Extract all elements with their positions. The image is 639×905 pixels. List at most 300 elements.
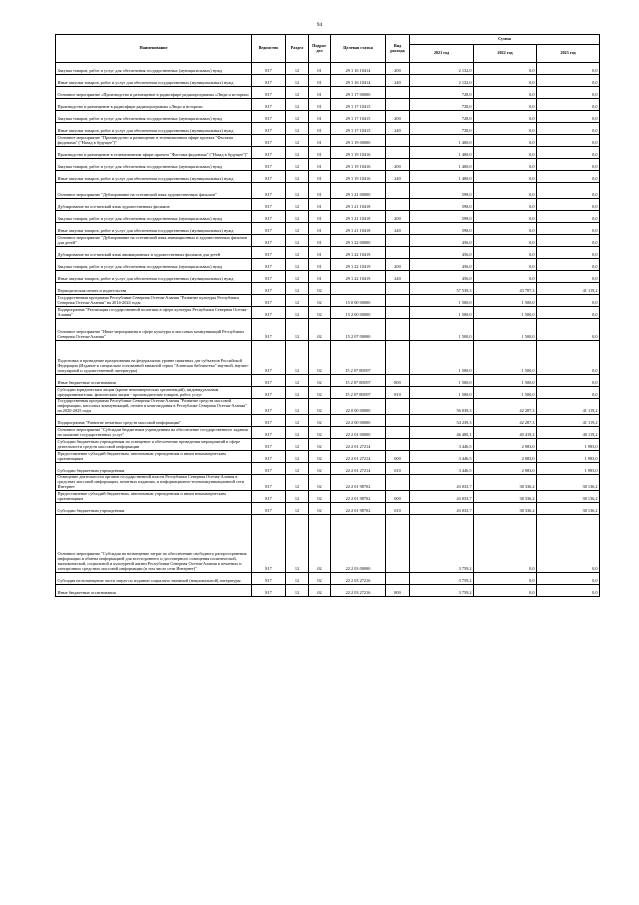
cell-cs: 29 1 17 10415 [331,123,386,135]
cell-r: 12 [286,295,309,307]
cell-p: 02 [309,514,331,572]
table-row [56,159,600,171]
cell-cs: 22 2 03 00000 [331,514,386,572]
cell-name: Иные закупки товаров, работ и услуг для обеспечения государственных (муниципальных) нужд [56,223,252,235]
cell-b: 0,0 [474,111,537,123]
cell-cs: 29 1 21 00000 [331,183,386,199]
cell-a: 1 400,0 [410,171,474,183]
table-row [56,271,600,283]
cell-c: 0,0 [537,211,600,223]
cell-b: 0,0 [474,514,537,572]
cell-b: 40 419,2 [474,426,537,438]
cell-v: 817 [252,159,286,171]
cell-a: 43 033,7 [410,474,474,490]
cell-a: 598,0 [410,183,474,199]
table-row [56,183,600,199]
table-row [56,223,600,235]
cell-name: Иные закупки товаров, работ и услуг для обеспечения государственных (муниципальных) нужд [56,123,252,135]
cell-v: 817 [252,171,286,183]
cell-b: 0,0 [474,171,537,183]
cell-a: 46 480,1 [410,426,474,438]
cell-a: 456,0 [410,235,474,247]
cell-name: Периодическая печать и издательства [56,283,252,295]
cell-b: 1 500,0 [474,295,537,307]
cell-p: 02 [309,584,331,596]
cell-p: 02 [309,490,331,502]
cell-c: 0,0 [537,135,600,147]
header-podrazdel: Подраз-дел [309,35,331,63]
cell-cs: 22 2 01 98702 [331,474,386,490]
cell-b: 0,0 [474,135,537,147]
cell-r: 12 [286,426,309,438]
cell-r: 12 [286,375,309,387]
cell-r: 12 [286,307,309,319]
cell-c: 38 136,2 [537,474,600,490]
cell-a: 3 759,2 [410,514,474,572]
cell-name: Иные закупки товаров, работ и услуг для обеспечения государственных (муниципальных) нужд [56,271,252,283]
cell-cs: 29 1 17 10415 [331,99,386,111]
cell-b: 0,0 [474,87,537,99]
table-row [56,247,600,259]
cell-r: 12 [286,450,309,462]
cell-a: 1 500,0 [410,307,474,319]
cell-b: 38 336,2 [474,490,537,502]
cell-vr: 610 [386,462,410,474]
cell-b: 42 287,3 [474,399,537,415]
table-row [56,399,600,415]
cell-p: 01 [309,63,331,75]
cell-cs: 22 2 01 98702 [331,502,386,514]
cell-cs: 22 2 00 00000 [331,414,386,426]
cell-a: 1 500,0 [410,341,474,375]
cell-p: 02 [309,399,331,415]
cell-name: Основное мероприятие "Производство и размещение в телевизионном эфире проекта "Фастама фидонама" ("Назад в будущее")" [56,135,252,147]
cell-b: 0,0 [474,75,537,87]
cell-p: 01 [309,171,331,183]
cell-v: 817 [252,572,286,584]
cell-v: 817 [252,319,286,341]
cell-p: 01 [309,271,331,283]
cell-p: 02 [309,462,331,474]
cell-c: 0,0 [537,87,600,99]
cell-vr [386,99,410,111]
cell-p: 02 [309,474,331,490]
cell-b: 0,0 [474,159,537,171]
cell-p: 01 [309,99,331,111]
cell-r: 12 [286,75,309,87]
cell-b: 43 787,3 [474,283,537,295]
cell-v: 817 [252,474,286,490]
table-row [56,414,600,426]
table-row [56,474,600,490]
table-row [56,87,600,99]
cell-b: 1 500,0 [474,307,537,319]
header-name: Наименование [56,35,252,63]
cell-a: 456,0 [410,271,474,283]
cell-r: 12 [286,199,309,211]
cell-name: Субсидии бюджетным учреждениям [56,462,252,474]
cell-r: 12 [286,171,309,183]
cell-c: 0,0 [537,375,600,387]
table-row [56,426,600,438]
cell-cs: 22 2 01 27214 [331,462,386,474]
cell-v: 817 [252,514,286,572]
cell-vr [386,572,410,584]
cell-b: 0,0 [474,123,537,135]
cell-p: 01 [309,123,331,135]
cell-c: 1 983,0 [537,462,600,474]
cell-c: 0,0 [537,295,600,307]
cell-vr: 240 [386,271,410,283]
cell-v: 817 [252,584,286,596]
cell-c: 0,0 [537,341,600,375]
header-year-2021: 2021 год [410,45,474,63]
table-row [56,438,600,450]
cell-vr [386,341,410,375]
cell-c: 0,0 [537,259,600,271]
cell-vr: 200 [386,259,410,271]
cell-p: 01 [309,135,331,147]
cell-b: 1 500,0 [474,319,537,341]
cell-v: 817 [252,490,286,502]
table-row [56,490,600,502]
cell-v: 817 [252,87,286,99]
cell-a: 1 400,0 [410,147,474,159]
cell-cs: 29 1 22 10419 [331,247,386,259]
cell-c: 0,0 [537,572,600,584]
cell-c: 0,0 [537,235,600,247]
cell-vr: 800 [386,584,410,596]
cell-cs: 29 1 17 00000 [331,87,386,99]
cell-v: 817 [252,223,286,235]
cell-cs: 22 2 01 98702 [331,490,386,502]
cell-r: 12 [286,247,309,259]
cell-r: 12 [286,490,309,502]
cell-a: 56 039,3 [410,399,474,415]
cell-r: 12 [286,159,309,171]
cell-r: 12 [286,572,309,584]
table-row [56,199,600,211]
cell-vr [386,199,410,211]
cell-v: 817 [252,295,286,307]
cell-b: 0,0 [474,99,537,111]
cell-b: 1 500,0 [474,341,537,375]
cell-name: Дублирование на осетинский язык художественных фильмов [56,199,252,211]
cell-r: 12 [286,387,309,399]
cell-a: 456,0 [410,259,474,271]
cell-c: 0,0 [537,63,600,75]
cell-v: 817 [252,283,286,295]
cell-v: 817 [252,375,286,387]
cell-p: 02 [309,283,331,295]
cell-v: 817 [252,438,286,450]
cell-vr: 810 [386,387,410,399]
cell-cs: 29 1 19 00000 [331,135,386,147]
cell-v: 817 [252,211,286,223]
cell-c: 0,0 [537,75,600,87]
cell-c: 0,0 [537,387,600,399]
cell-cs: 22 2 01 27214 [331,438,386,450]
table-row [56,387,600,399]
cell-cs: 22 0 00 00000 [331,399,386,415]
cell-r: 12 [286,319,309,341]
table-row [56,171,600,183]
cell-v: 817 [252,414,286,426]
cell-vr: 240 [386,75,410,87]
cell-b: 1 500,0 [474,387,537,399]
cell-name: Субсидии бюджетным учреждениям [56,502,252,514]
cell-cs: 29 1 22 10419 [331,259,386,271]
cell-a: 728,0 [410,87,474,99]
cell-b: 38 336,2 [474,474,537,490]
cell-p: 01 [309,223,331,235]
cell-a: 1 500,0 [410,387,474,399]
cell-p: 02 [309,319,331,341]
cell-a: 598,0 [410,211,474,223]
table-row [56,147,600,159]
cell-a: 3 446,5 [410,462,474,474]
cell-v: 817 [252,247,286,259]
cell-r: 12 [286,63,309,75]
cell-v: 817 [252,123,286,135]
cell-vr: 200 [386,159,410,171]
cell-r: 12 [286,341,309,375]
cell-c: 0,0 [537,307,600,319]
cell-r: 12 [286,283,309,295]
cell-cs: 29 1 16 10414 [331,75,386,87]
cell-c: 0,0 [537,171,600,183]
cell-b: 2 083,0 [474,450,537,462]
cell-c: 0,0 [537,123,600,135]
cell-p: 02 [309,375,331,387]
cell-cs: 15 2 07 R5097 [331,387,386,399]
cell-v: 817 [252,259,286,271]
cell-p: 02 [309,295,331,307]
table-row [56,259,600,271]
cell-name: Закупка товаров, работ и услуг для обеспечения государственных (муниципальных) нужд [56,63,252,75]
cell-a: 3 446,5 [410,438,474,450]
cell-v: 817 [252,147,286,159]
cell-name: Основное мероприятие "Дублирование на осетинский язык анимационных и художественных фильмов для детей" [56,235,252,247]
page-number: 94 [316,22,323,28]
cell-name: Иные закупки товаров, работ и услуг для обеспечения государственных (муниципальных) нужд [56,75,252,87]
cell-a: 57 539,3 [410,283,474,295]
cell-a: 456,0 [410,247,474,259]
cell-p: 01 [309,147,331,159]
cell-c: 41 119,2 [537,283,600,295]
cell-r: 12 [286,584,309,596]
cell-cs: 15 0 00 00000 [331,295,386,307]
table-row [56,450,600,462]
cell-cs [331,283,386,295]
table-row [56,502,600,514]
cell-r: 12 [286,399,309,415]
cell-r: 12 [286,123,309,135]
cell-name: Подготовка и проведение празднования на федеральном уровне памятных дат субъектов Российской Федерации (Издание в специально основанной книжной серии "Аланская библиотека" научной, научно-популярной и художественной литературы) [56,341,252,375]
header-target-article: Целевая статья [331,35,386,63]
cell-a: 2 132,0 [410,63,474,75]
cell-vr [386,438,410,450]
cell-vr [386,414,410,426]
cell-cs: 15 2 07 00000 [331,319,386,341]
cell-cs: 29 1 17 10415 [331,111,386,123]
cell-r: 12 [286,414,309,426]
cell-name: Предоставление субсидий бюджетным, автономным учреждениям и иным некоммерческим организациям [56,490,252,502]
cell-name: Субсидии юридическим лицам (кроме некоммерческих организаций), индивидуальным предпринимателям, физическим лицам - производителям товаров, работ, услуг [56,387,252,399]
table-row [56,584,600,596]
cell-c: 0,0 [537,147,600,159]
cell-r: 12 [286,183,309,199]
table-row [56,135,600,147]
cell-name: Производство и размещение в радиоэфире радиопрограммы «Люди и истории» [56,99,252,111]
cell-v: 817 [252,75,286,87]
cell-vr: 600 [386,490,410,502]
cell-p: 01 [309,183,331,199]
cell-cs: 29 1 21 10418 [331,199,386,211]
cell-b: 0,0 [474,211,537,223]
header-sum: Сумма [410,35,600,45]
table-row [56,319,600,341]
cell-vr [386,147,410,159]
cell-b: 0,0 [474,147,537,159]
cell-p: 01 [309,247,331,259]
cell-vr: 800 [386,375,410,387]
header-expense-type: Вид расхода [386,35,410,63]
cell-name: Субсидия на возмещение части затрат по изданию социально значимой (национальной) литературы [56,572,252,584]
cell-a: 728,0 [410,123,474,135]
cell-cs: 29 1 19 10416 [331,147,386,159]
cell-vr [386,247,410,259]
cell-p: 02 [309,438,331,450]
cell-p: 01 [309,159,331,171]
cell-p: 01 [309,259,331,271]
cell-p: 01 [309,75,331,87]
cell-b: 0,0 [474,235,537,247]
cell-vr: 200 [386,211,410,223]
cell-vr [386,474,410,490]
cell-r: 12 [286,235,309,247]
cell-cs: 29 1 19 10416 [331,159,386,171]
cell-p: 01 [309,199,331,211]
cell-a: 1 400,0 [410,159,474,171]
cell-vr [386,283,410,295]
cell-p: 02 [309,502,331,514]
cell-name: Субсидии бюджетным учреждениям на освещение и обеспечение проведения мероприятий в сфере деятельности средств массовой информации [56,438,252,450]
cell-v: 817 [252,387,286,399]
cell-a: 1 500,0 [410,295,474,307]
cell-vr [386,235,410,247]
cell-r: 12 [286,271,309,283]
header-razdel: Раздел [286,35,309,63]
cell-name: Закупка товаров, работ и услуг для обеспечения государственных (муниципальных) нужд [56,211,252,223]
table-row [56,123,600,135]
cell-r: 12 [286,223,309,235]
cell-vr [386,307,410,319]
cell-p: 02 [309,387,331,399]
cell-r: 12 [286,87,309,99]
cell-vr: 610 [386,502,410,514]
cell-name: Освещение деятельности органов государственной власти Республики Северная Осетия-Алания в средствах массовой информации, печатных изданиях, в информационно-телекоммуникационной сети Интернет [56,474,252,490]
cell-name: Закупка товаров, работ и услуг для обеспечения государственных (муниципальных) нужд [56,159,252,171]
cell-a: 43 033,7 [410,490,474,502]
cell-r: 12 [286,259,309,271]
cell-v: 817 [252,307,286,319]
cell-name: Основное мероприятие "Иные мероприятия в сфере культуры и массовых коммуникаций Республики Северная Осетия-Алания" [56,319,252,341]
cell-a: 3 446,5 [410,450,474,462]
cell-name: Иные бюджетные ассигнования [56,375,252,387]
cell-c: 0,0 [537,183,600,199]
cell-name: Основное мероприятие «Производство и размещение в радиоэфире радиопрограммы «Люди и истории» [56,87,252,99]
cell-name: Основное мероприятие "Субсидии бюджетным учреждениям на обеспечение государственного задания на оказание государственных услуг" [56,426,252,438]
cell-r: 12 [286,211,309,223]
cell-cs: 22 2 03 27216 [331,572,386,584]
header-year-2022: 2022 год [474,45,537,63]
table-row [56,111,600,123]
cell-c: 0,0 [537,271,600,283]
cell-b: 2 083,0 [474,438,537,450]
cell-vr [386,87,410,99]
cell-name: Иные закупки товаров, работ и услуг для обеспечения государственных (муниципальных) нужд [56,171,252,183]
cell-p: 02 [309,341,331,375]
table-row [56,99,600,111]
cell-p: 01 [309,235,331,247]
cell-vr: 240 [386,223,410,235]
cell-r: 12 [286,135,309,147]
cell-vr: 200 [386,63,410,75]
table-row [56,462,600,474]
table-row [56,211,600,223]
cell-p: 02 [309,572,331,584]
cell-p: 02 [309,426,331,438]
cell-c: 1 983,0 [537,438,600,450]
cell-a: 1 400,0 [410,135,474,147]
cell-v: 817 [252,183,286,199]
cell-cs: 15 2 00 00000 [331,307,386,319]
cell-cs: 22 2 01 00000 [331,426,386,438]
cell-c: 0,0 [537,247,600,259]
table-row [56,295,600,307]
cell-p: 02 [309,450,331,462]
cell-b: 38 336,2 [474,502,537,514]
cell-b: 0,0 [474,572,537,584]
cell-a: 1 500,0 [410,319,474,341]
cell-b: 0,0 [474,183,537,199]
cell-c: 41 119,2 [537,414,600,426]
cell-r: 12 [286,99,309,111]
cell-r: 12 [286,111,309,123]
cell-c: 38 136,2 [537,502,600,514]
cell-b: 0,0 [474,63,537,75]
table-row [56,75,600,87]
table-row [56,63,600,75]
cell-vr [386,135,410,147]
cell-name: Государственная программа Республики Северная Осетия-Алания "Развитие культуры Республики Северная Осетия-Алания" на 2014-2024 годы [56,295,252,307]
cell-a: 728,0 [410,99,474,111]
cell-name: Подпрограмма "Развитие печатных средств массовой информации" [56,414,252,426]
cell-name: Закупка товаров, работ и услуг для обеспечения государственных (муниципальных) нужд [56,111,252,123]
cell-vr [386,183,410,199]
cell-b: 0,0 [474,223,537,235]
table-row [56,341,600,375]
cell-v: 817 [252,426,286,438]
cell-a: 54 239,3 [410,414,474,426]
cell-cs: 29 1 19 10416 [331,171,386,183]
cell-b: 0,0 [474,199,537,211]
cell-v: 817 [252,450,286,462]
cell-name: Основное мероприятие "Субсидия на возмещение затрат по обеспечению свободного распространения информации и обмена информацией для всестороннего и достоверного освещения политической, экономической, социальной и культурной жизни Республики Северная Осетия-Алания в печатных и электронных средствах массовой информации (в том числе сети Интернет)" [56,514,252,572]
cell-r: 12 [286,514,309,572]
cell-b: 0,0 [474,271,537,283]
